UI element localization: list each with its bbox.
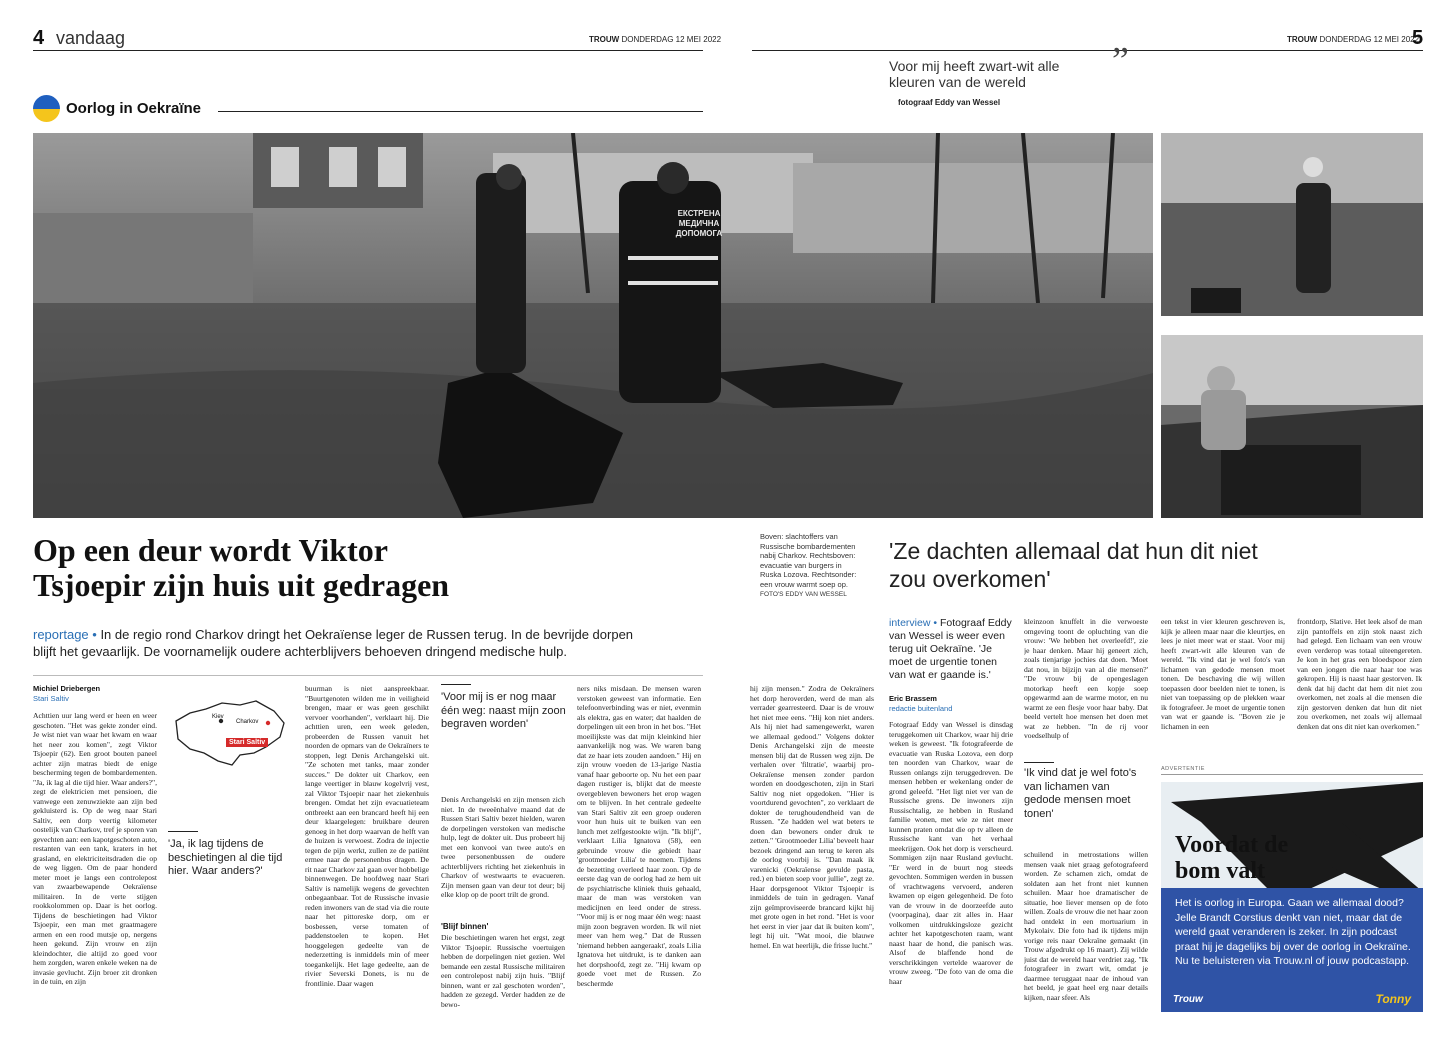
right-intro-text: Fotograaf Eddy van Wessel is weer even terug uit Oekraïne. 'Je moet de urgentie tonen van wat er gaande is.'	[889, 617, 1012, 681]
jacket-text: ЕКСТРЕНА МЕДИЧНА ДОПОМОГА	[675, 209, 723, 238]
map-label-charkov: Charkov	[236, 719, 259, 725]
masthead-name: TROUW	[589, 35, 620, 44]
photo-credit: FOTO'S EDDY VAN WESSEL	[760, 591, 847, 598]
masthead-date-right: DONDERDAG 12 MEI 2022	[1319, 35, 1420, 44]
ad-panel	[1161, 888, 1423, 1012]
ad-text: Het is oorlog in Europa. Gaan we allemaal dood? Jelle Brandt Corstius denkt van niet, maar dat de wereld gaat veranderen is zeker. In zijn podcast praat hij je dagelijks bij over de oorlog in Oekraïne. Nu te beluisteren via Trouw.nl of jouw podcastapp.	[1175, 897, 1411, 967]
left-byline-name: Michiel Driebergen	[33, 684, 101, 693]
top-quote-attribution: fotograaf Eddy van Wessel	[898, 98, 1001, 107]
left-page-number: 4	[33, 27, 45, 49]
quote-1-rule	[168, 831, 198, 832]
pullquote-2: 'Voor mij is er nog maar één weg: naast mijn zoon begraven worden'	[441, 691, 566, 730]
section-label: vandaag	[56, 28, 126, 48]
right-col-2b: schuilend in metrostations willen mensen vaak niet graag gefotografeerd worden. Ze schamen zich, omdat de soldaten aan het front niet kunnen schuilen. Maar hoe dramatischer de situatie, hoe liever mensen op de foto willen. Zoals de vrouw die net haar zoon had ontdekt in een mortuarium in Mykolaiv. Die foto had ik tijdens mijn vorige reis naar Oekraïne gemaakt (in Trouw afgedrukt op 16 maart). Zij wilde juist dat de wereld haar verdriet zag. "Ik fotografeer in zwart wit, omdat je daarmee teruggaat naar de inhoud van het beeld, je gaat heel erg naar details kijken, naar sfeer. Als	[1024, 850, 1148, 1002]
ad-label: ADVERTENTIE	[1161, 766, 1205, 772]
left-col-1: Achttien uur lang werd er heen en weer geschoten. "Het was gekte zonder eind. Je wist niet van waar het kwam en waar het neer zou komen", zegt Viktor Tsjoepir (62). Een groot bouten paneel achter zijn matras biedt de enige bescherming tegen de bombardementen. "Ja, ik lag al die tijd hier. Waar anders?", zegt de elektricien met pensioen, die vanwege een zenuwziekte aan zijn bed gekluisterd is. Op de weg naar Stari Saltiv, een dorp veertig kilometer oostelijk van Charkov, tref je sporen van gevechten aan: een kapotgeschoten auto, restanten van een tank, kraters in het grasland, en elektriciteitsdraden die op de weg liggen. Om de paar honderd meter moet je langs een controlepost van zwaarbewapende Oekraïense militairen. In de verte stijgen rookkolommen op. Daar is het oorlog. Tijdens de beschietingen had Viktor Tsjoepir, een man met graatmagere armen en een rood mutsje op, nergens heen gekund. Zijn vrouw en zijn kleindochter, die altijd zo goed voor hem zorgden, waren enkele weken na de invasie gevlucht. Zijn broer zit dronken in de tuin, en zijn	[33, 711, 157, 986]
ukraine-flag-icon	[33, 95, 60, 122]
right-col-4: frontdorp, Slative. Het leek alsof de man zijn pantoffels en zijn stok naast zich had gelegd. Een lichaam van een vrouw even verderop was totaal uiteengereten. Je kon in het gras een bloedspoor zien van een jongen die naar haar toe was gekropen. Hij is naast haar gestorven. Ik denk dat hij dacht dat hem dit niet zou overkomen, net zoals al die mensen die zijn gestorven denken dat hun dit niet zou overkomen, net zoals wij allemaal denken dat ons dit niet kan overkomen."	[1297, 617, 1422, 731]
left-headline: Op een deur wordt Viktor Tsjoepir zijn huis uit gedragen	[33, 532, 450, 603]
left-subhead: 'Blijf binnen'	[441, 922, 489, 931]
flag-blue-half	[33, 95, 60, 109]
left-intro: reportage • In de regio rond Charkov dringt het Oekraïense leger de Russen terug. In de bevrijde dorpen blijft het gevaarlijk. De voornamelijk oudere achterblijvers behoeven dringend medische hulp.	[33, 627, 634, 659]
left-col-2: buurman is niet aanspreekbaar. "Buurtgenoten wilden me in veiligheid brengen, maar er was geen geschikt vervoer voorhanden", verklaart hij. Die achttien uren, een week geleden, probeerden de Russen vanuit het noorden de opmars van de Oekraïners te stoppen, legt Denis Archangelski uit. "Ze schoten met tanks, maar zonder succes." De dokter uit Charkov, een lange veertiger in blauw kogelvrij vest, zal Viktor Tsjoepir naar het ziekenhuis brengen. Omdat het zijn evacuatieteam ontbreekt aan een brancard heeft hij een deur klaargelegen: bruikbare deuren genoeg in het dorp waarvan de helft van de huizen is verwoest. Zodra de injectie tegen de pijn werkt, zullen ze de patiënt ermee naar de personenbus dragen. De rit naar Charkov zal gaan over hobbelige binnenwegen. De hoofdweg naar Stari Saltiv is namelijk wegens de gevechten onbegaanbaar. Tot de Russische invasie reden inwoners van de stad via die route naar het pittoreske dorp, om er bosbessen, verse tomaten of paddenstoelen te kopen. Het hooggelegen gedeelte van de nederzetting is inmiddels min of meer toegankelijk. Het lage gedeelte, aan de rivier Severski Donets, is nu de frontlinie. Daar wagen	[305, 684, 429, 988]
map-label-stari-saltiv: Stari Saltiv	[226, 738, 268, 747]
left-intro-text: In de regio rond Charkov dringt het Oekraïense leger de Russen terug. In de bevrijde dorpen blijft het gevaarlijk. De voornamelijk oudere achterblijvers behoeven dringend medische hulp.	[33, 627, 634, 659]
left-byline-place: Stari Saltiv	[33, 694, 69, 703]
quote-marks-icon: ”	[1112, 40, 1129, 82]
side-photo-bottom	[1161, 335, 1423, 518]
quote-2-rule	[441, 684, 471, 685]
right-page-number: 5	[1412, 27, 1424, 49]
left-col-3b: Die beschietingen waren het ergst, zegt Viktor Tsjoepir. Russische voertuigen hebben de dorpelingen niet gezien. Wel bemande een zestal Russische militairen een controlepost nabij zijn huis. "Blijf binnen, want er zal geschoten worden", hadden ze gezegd. Verder hadden ze de bewo-	[441, 933, 565, 1009]
ad-rule	[1161, 774, 1423, 775]
masthead-date: DONDERDAG 12 MEI 2022	[621, 35, 722, 44]
photo-caption	[760, 532, 860, 600]
side-photo-top	[1161, 133, 1423, 316]
right-byline-dept: redactie buitenland	[889, 704, 953, 713]
ad-title: Voordat de bom valt	[1175, 832, 1289, 884]
left-col-4: ners niks misdaan. De mensen waren verstoken geweest van informatie. Een telefoonverbinding was er niet, evenmin als elektra, gas en water; dat haalden de dorpelingen uit een bron in het bos. "Het moeilijkste was dat mijn kleinkind hier aanvankelijk nog was. We waren bang dat ze haar iets zouden aandoen." Hij en zijn vrouw voeden de 13-jarige Nastia vanaf haar geboorte op. Nu het een paar dagen rustiger is, blijkt dat de meeste overgebleven bewoners het erop wagen om te blijven. In het centrale gedeelte van Stari Saltiv zit een groep ouderen voor hun huis uit te buiken van een lunch met zelfgestookte wijn. "Ik blijf", verklaart Lilia Ignatova (58), een gebruinde vrouw die gebiedt haar 'grootmoeder Lilia' te noemen. Tijdens de bezetting overleed haar zoon. Op de eerste dag van de oorlog had ze hem uit de psychiatrische kliniek thuis gehaald, maar de man was verstoken van medicijnen en leed onder de stress. "Voor mij is er nog maar één weg: naast mijn zoon begraven worden. Ik wil niet meer van hem weg." Dat de Russen 'niemand hebben aangeraakt', zoals Lilia Ignatova het uitdrukt, is te danken aan het dorpshoofd, zegt ze. "Hij kwam op goede voet met de Russen. Zo beschermde	[577, 684, 701, 988]
rubric-title: Oorlog in Oekraïne	[66, 100, 202, 117]
left-intro-rule	[33, 675, 703, 676]
right-col-1: Fotograaf Eddy van Wessel is dinsdag teruggekomen uit Charkov, waar hij drie weken is geweest. "Ik fotografeerde de evacuatie van Ruska Lozova, een dorp ten noorden van Charkov, waar de Russen onlangs zijn teruggedreven. De mensen hebben er wekenlang onder de grond geleefd. "Het ligt niet ver van de Russische grens. De inwoners zijn Russischtalig, ze hebben in Rusland familie wonen, met wie ze niet meer kunnen praten omdat die op tv alleen de Russische kant van het verhaal meekrijgen. Ook het dorp is verscheurd. Sommigen zijn naar Rusland gevlucht. "Er werd in de buurt nog steeds gevochten. Sommigen werden in bussen of vrachtwagens vervoerd, anderen kwamen op eigen gelegenheid. De foto van de vrouw in de doorzeefde auto (voorpagina), daar zit alles in. Haar volkomen uitdrukkingsloze gezicht achter het kapotgeschoten raam, want naast haar de hond, die panisch was. Alsof de blaffende hond de verschrikkingen vertelde waarover de vrouw zweeg. "De foto van de oma die haar	[889, 720, 1013, 986]
right-header-rule	[752, 50, 1423, 51]
map-label-kiev: Kiev	[212, 714, 224, 720]
right-byline-name: Eric Brassem	[889, 694, 937, 703]
right-masthead	[1287, 35, 1419, 44]
flag-yellow-half	[33, 109, 60, 123]
rubric-rule	[218, 111, 703, 112]
podcast-ad[interactable]	[1161, 782, 1423, 1012]
left-kicker: reportage	[33, 627, 89, 642]
main-photo	[33, 133, 1153, 518]
right-intro: interview • Fotograaf Eddy van Wessel is weer even terug uit Oekraïne. 'Je moet de urgentie tonen van wat er gaande is.'	[889, 617, 1012, 681]
quote-3-rule	[1024, 762, 1054, 763]
right-kicker: interview	[889, 617, 931, 629]
pullquote-1: 'Ja, ik lag tijdens de beschietingen al die tijd hier. Waar anders?'	[168, 838, 283, 877]
left-header-rule	[33, 50, 703, 51]
pullquote-3: 'Ik vind dat je wel foto's van lichamen van gedode mensen moet tonen'	[1024, 767, 1137, 820]
right-headline: 'Ze dachten allemaal dat hun dit niet zou overkomen'	[889, 538, 1258, 592]
trouw-logo: Trouw	[1173, 994, 1203, 1005]
masthead-name-right: TROUW	[1287, 35, 1318, 44]
left-masthead	[589, 35, 721, 44]
ukraine-map	[170, 695, 290, 770]
tonny-logo: Tonny	[1375, 992, 1411, 1006]
left-col-5: hij zijn mensen." Zodra de Oekraïners het dorp heroverden, werd de man als verrader gearresteerd. Daar is de vrouw het niet mee eens. "Hij kon niet anders. Als hij niet had samengewerkt, waren we allemaal gedood." Volgens dokter Denis Archangelski zijn de meeste mensen blij dat de Russen weg zijn. De verhalen over 'filtratie', waarbij pro-Oekraïense mensen zonder pardon worden en doodgeschoten, zijn in Stari Saltiv nog niet opgedoken. "Hier is voortdurend gevochten", zo verklaart de dokter de terughoudendheid van de Russen. "Ze hadden wel wat beters te doen dan bewoners onder druk te zetten." 'Grootmoeder Lilia' beveelt haar bezoek dringend aan terug te keren als de oorlog voorbij is. "Dan maak ik varenicki (Oekraïense gevulde pasta, red.) en bieten soep voor jullie", zegt ze. Haar dorpsgenoot Viktor Tsjoepir is inmiddels de tuin in gedragen. Vanaf zijn geïmproviseerde brancard kijkt hij met grote ogen in het rond. "Het is voor het eerst in vier jaar dat ik buiten kom", legt hij uit. "Wat mooi, die blauwe hemel. En wat heerlijk, die frisse lucht."	[750, 684, 874, 950]
right-col-2: kleinzoon knuffelt in die verwoeste omgeving toont de opluchting van die vrouw: 'We hebben het overleefd!', zie je haar denken. Maar hij geneert zich, zoals tienjarige jochies dat doen. 'Moet dat nou, in bijzijn van al die mensen?' "De vrouw bij de opengeslagen motorkap heeft een kopje soep opgewarmd aan de warme motor, en nu warmt ze een flesje voor haar baby. Dat beeld vertelt hoe mensen het doen met wat ze hebben. "In de rij voor voedselhulp of	[1024, 617, 1148, 740]
top-quote: Voor mij heeft zwart-wit alle kleuren van de wereld	[889, 58, 1060, 90]
right-col-3: een tekst in vier kleuren geschreven is, kijk je alleen maar naar die kleurtjes, en lees je niet meer wat er staat. Voor mij heeft zwart-wit alle kleuren van de wereld. "Ik vind dat je wel foto's van lichamen van gedode mensen moet tonen. De beschaving die wij willen toepassen door beelden niet te tonen, is niet van toepassing op de plekken waar ik fotografeer. Je moet de urgentie tonen van wat er gaande is. "Boven zie je lichamen in een	[1161, 617, 1285, 731]
photo-caption-text: Boven: slachtoffers van Russische bombardementen nabij Charkov. Rechtsboven: evacuatie van burgers in Ruska Lozova. Rechtsonder: een vrouw warmt soep op.	[760, 532, 857, 589]
left-col-3: Denis Archangelski en zijn mensen zich niet. In de tweeënhalve maand dat de Russen Stari Saltiv bezet hielden, waren de dorpelingen verstoken van medische hulp, legt de dokter uit. Dus probeert hij met een konvooi van twee auto's en twee personenbussen de oudere achterblijvers richting het ziekenhuis in Charkov of westwaarts te evacueren. Zijn mensen gaan van deur tot deur; bij elke klop op de poort trilt de grond.	[441, 795, 565, 899]
